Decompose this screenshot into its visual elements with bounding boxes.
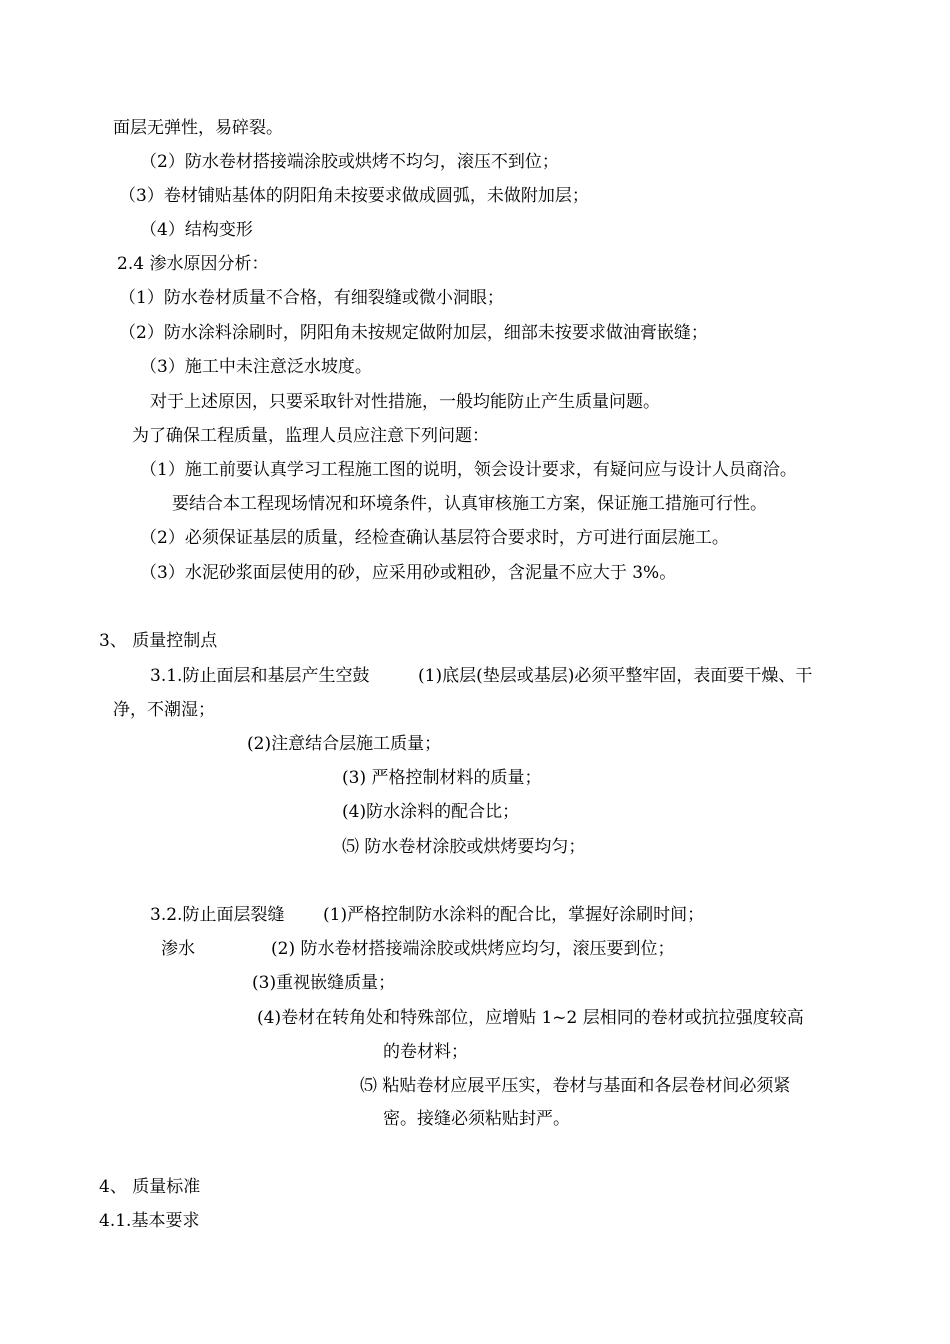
text-line: (1)严格控制防水涂料的配合比，掌握好涂刷时间； bbox=[323, 905, 705, 925]
text-line: 密。接缝必须粘贴封严。 bbox=[383, 1109, 570, 1129]
section-heading: 3、 质量控制点 bbox=[99, 631, 218, 651]
text-line: 对于上述原因，只要采取针对性措施，一般均能防止产生质量问题。 bbox=[150, 392, 660, 412]
text-line: (3)重视嵌缝质量； bbox=[252, 973, 396, 993]
text-line: （2）必须保证基层的质量，经检查确认基层符合要求时，方可进行面层施工。 bbox=[140, 528, 729, 548]
subsection-heading: 3.1.防止面层和基层产生空鼓 bbox=[150, 666, 370, 686]
text-line: （4）结构变形 bbox=[140, 220, 253, 240]
text-line: ⑸ 防水卷材涂胶或烘烤要均匀； bbox=[342, 837, 586, 857]
text-line: ⑸ 粘贴卷材应展平压实，卷材与基面和各层卷材间必须紧 bbox=[360, 1076, 791, 1096]
text-line: （2）防水卷材搭接端涂胶或烘烤不均匀，滚压不到位； bbox=[140, 152, 559, 172]
section-heading: 2.4 渗水原因分析： bbox=[117, 254, 269, 274]
text-line: 为了确保工程质量，监理人员应注意下列问题： bbox=[132, 426, 489, 446]
text-line: 要结合本工程现场情况和环境条件，认真审核施工方案，保证施工措施可行性。 bbox=[172, 494, 767, 514]
text-line: (2) 防水卷材搭接端涂胶或烘烤应均匀，滚压要到位； bbox=[271, 939, 675, 959]
text-line: (4)卷材在转角处和特殊部位，应增贴 1~2 层相同的卷材或抗拉强度较高 bbox=[257, 1008, 804, 1028]
text-line: 面层无弹性，易碎裂。 bbox=[113, 118, 283, 138]
subsection-heading-continued: 渗水 bbox=[161, 939, 195, 959]
text-line: （2）防水涂料涂刷时，阴阳角未按规定做附加层，细部未按要求做油膏嵌缝； bbox=[119, 323, 708, 343]
text-line: 净，不潮湿； bbox=[113, 700, 215, 720]
subsection-heading: 3.2.防止面层裂缝 bbox=[150, 905, 285, 925]
text-line: (1)底层(垫层或基层)必须平整牢固，表面要干燥、干 bbox=[418, 666, 813, 686]
subsection-heading: 4.1.基本要求 bbox=[99, 1211, 200, 1231]
text-line: (3) 严格控制材料的质量； bbox=[342, 768, 542, 788]
text-line: (2)注意结合层施工质量； bbox=[247, 734, 442, 754]
text-line: （3）水泥砂浆面层使用的砂，应采用砂或粗砂，含泥量不应大于 3%。 bbox=[140, 563, 677, 583]
text-line: （3）施工中未注意泛水坡度。 bbox=[140, 357, 372, 377]
text-line: （1）防水卷材质量不合格，有细裂缝或微小洞眼； bbox=[119, 288, 504, 308]
text-line: 的卷材料； bbox=[383, 1042, 468, 1062]
text-line: (4)防水涂料的配合比； bbox=[342, 802, 520, 822]
section-heading: 4、 质量标准 bbox=[99, 1177, 201, 1197]
text-line: （1）施工前要认真学习工程施工图的说明，领会设计要求，有疑问应与设计人员商洽。 bbox=[140, 460, 797, 480]
text-line: （3）卷材铺贴基体的阴阳角未按要求做成圆弧，未做附加层； bbox=[119, 186, 589, 206]
